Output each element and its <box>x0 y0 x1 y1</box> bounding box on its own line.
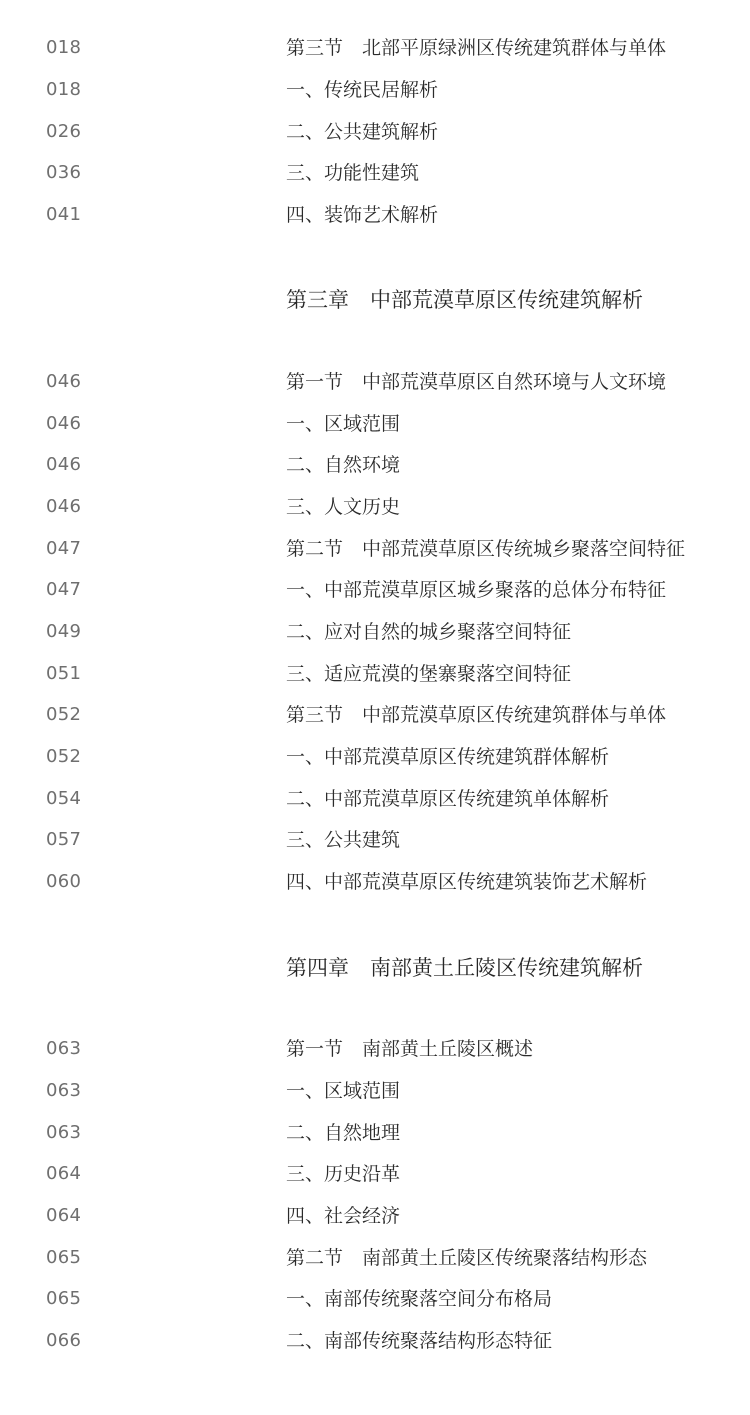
toc-entry <box>0 1032 750 1066</box>
entry-title: 一、南部传统聚落空间分布格局 <box>286 1288 553 1310</box>
entry-title: 第二节 南部黄土丘陵区传统聚落结构形态 <box>286 1247 648 1269</box>
page-number: 065 <box>46 1288 82 1309</box>
page-number: 046 <box>46 371 82 392</box>
page-number: 054 <box>46 788 82 809</box>
toc-entry <box>0 532 750 566</box>
chapter-title: 第三章 中部荒漠草原区传统建筑解析 <box>286 288 643 312</box>
toc-entry <box>0 1157 750 1191</box>
entry-title: 四、装饰艺术解析 <box>286 204 439 226</box>
page-number: 052 <box>46 704 82 725</box>
toc-entry <box>0 115 750 149</box>
toc-entry <box>0 1282 750 1316</box>
entry-title: 二、南部传统聚落结构形态特征 <box>286 1330 553 1352</box>
toc-entry <box>0 865 750 899</box>
page-number: 066 <box>46 1330 82 1351</box>
entry-title: 一、区域范围 <box>286 413 401 435</box>
toc-entry <box>0 73 750 107</box>
entry-title: 二、公共建筑解析 <box>286 121 439 143</box>
entry-title: 第三节 中部荒漠草原区传统建筑群体与单体 <box>286 704 667 726</box>
entry-title: 一、中部荒漠草原区城乡聚落的总体分布特征 <box>286 579 667 601</box>
page-number: 018 <box>46 79 82 100</box>
toc-entry <box>0 365 750 399</box>
page-number: 046 <box>46 454 82 475</box>
toc-entry <box>0 198 750 232</box>
page-number: 057 <box>46 829 82 850</box>
entry-title: 三、历史沿革 <box>286 1163 401 1185</box>
page-number: 052 <box>46 746 82 767</box>
entry-title: 四、中部荒漠草原区传统建筑装饰艺术解析 <box>286 871 648 893</box>
entry-title: 三、适应荒漠的堡寨聚落空间特征 <box>286 663 572 685</box>
page-number: 051 <box>46 663 82 684</box>
page-number: 018 <box>46 37 82 58</box>
toc-entry <box>0 782 750 816</box>
page-number: 060 <box>46 871 82 892</box>
toc-entry <box>0 1199 750 1233</box>
chapter-heading <box>0 283 750 317</box>
chapter-heading <box>0 951 750 985</box>
entry-title: 三、功能性建筑 <box>286 162 420 184</box>
page-number: 026 <box>46 121 82 142</box>
entry-title: 第二节 中部荒漠草原区传统城乡聚落空间特征 <box>286 538 686 560</box>
entry-title: 三、公共建筑 <box>286 829 401 851</box>
toc-entry <box>0 448 750 482</box>
page-number: 047 <box>46 579 82 600</box>
page-number: 064 <box>46 1205 82 1226</box>
toc-entry <box>0 1241 750 1275</box>
entry-title: 第一节 中部荒漠草原区自然环境与人文环境 <box>286 371 667 393</box>
entry-title: 二、中部荒漠草原区传统建筑单体解析 <box>286 788 610 810</box>
entry-title: 二、自然地理 <box>286 1122 401 1144</box>
page-number: 047 <box>46 538 82 559</box>
entry-title: 一、中部荒漠草原区传统建筑群体解析 <box>286 746 610 768</box>
page-number: 065 <box>46 1247 82 1268</box>
toc-entry <box>0 657 750 691</box>
entry-title: 三、人文历史 <box>286 496 401 518</box>
toc-entry <box>0 490 750 524</box>
chapter-title: 第四章 南部黄土丘陵区传统建筑解析 <box>286 956 643 980</box>
page-number: 063 <box>46 1122 82 1143</box>
toc-entry <box>0 698 750 732</box>
page-number: 063 <box>46 1080 82 1101</box>
entry-title: 一、区域范围 <box>286 1080 401 1102</box>
toc-entry <box>0 1074 750 1108</box>
page-number: 049 <box>46 621 82 642</box>
entry-title: 二、自然环境 <box>286 454 401 476</box>
toc-entry <box>0 823 750 857</box>
entry-title: 四、社会经济 <box>286 1205 401 1227</box>
page-number: 063 <box>46 1038 82 1059</box>
toc-entry <box>0 740 750 774</box>
toc-entry <box>0 1324 750 1358</box>
page-number: 046 <box>46 413 82 434</box>
entry-title: 二、应对自然的城乡聚落空间特征 <box>286 621 572 643</box>
entry-title: 第三节 北部平原绿洲区传统建筑群体与单体 <box>286 37 667 59</box>
page-number: 064 <box>46 1163 82 1184</box>
page-number: 046 <box>46 496 82 517</box>
entry-title: 一、传统民居解析 <box>286 79 439 101</box>
page-number: 036 <box>46 162 82 183</box>
page-number: 041 <box>46 204 82 225</box>
toc-entry <box>0 615 750 649</box>
toc-entry <box>0 156 750 190</box>
toc-entry <box>0 1116 750 1150</box>
toc-entry <box>0 31 750 65</box>
toc-entry <box>0 573 750 607</box>
toc-entry <box>0 407 750 441</box>
entry-title: 第一节 南部黄土丘陵区概述 <box>286 1038 534 1060</box>
